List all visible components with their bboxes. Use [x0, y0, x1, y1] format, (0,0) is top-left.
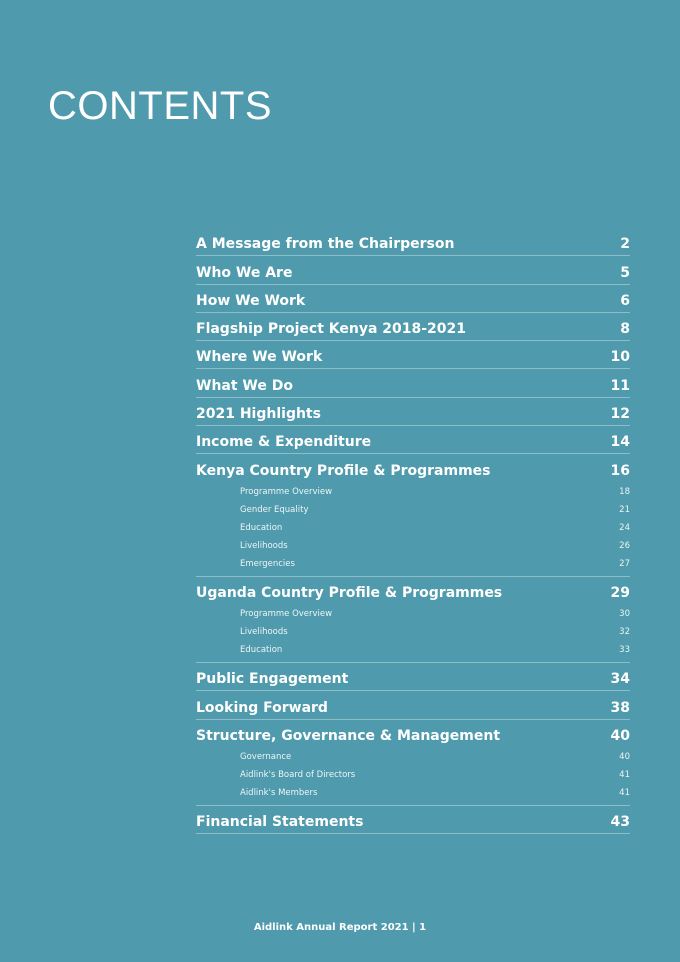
toc-entry-label: 2021 Highlights: [196, 406, 321, 423]
toc-subentry[interactable]: [196, 518, 630, 536]
toc-entry-page: 34: [610, 671, 630, 688]
toc-subentry-label: Aidlink's Board of Directors: [240, 769, 356, 780]
toc-entry[interactable]: [196, 806, 630, 834]
toc-entry-page: 43: [610, 814, 630, 831]
page-title: CONTENTS: [48, 84, 272, 128]
toc-entry-label: Structure, Governance & Management: [196, 727, 501, 744]
toc-entry-label: Income & Expenditure: [196, 434, 372, 451]
toc-entry-label: Where We Work: [196, 349, 323, 366]
toc-entry-page: 2: [620, 236, 630, 253]
toc-entry-label: Kenya Country Profile & Programmes: [196, 462, 491, 479]
toc-entry-label: Uganda Country Profile & Programmes: [196, 584, 503, 601]
toc-entry-page: 14: [610, 434, 630, 451]
toc-entry-page: 12: [610, 406, 630, 423]
toc-subentry-page: 30: [619, 608, 630, 619]
toc-entry-label: What We Do: [196, 377, 293, 394]
toc-entry-page: 11: [610, 377, 630, 394]
toc-subentry-label: Livelihoods: [240, 626, 288, 637]
toc-subentry[interactable]: [196, 765, 630, 783]
toc-entry-page: 6: [620, 292, 630, 309]
page-footer: Aidlink Annual Report 2021 | 1: [253, 922, 427, 933]
toc-subentry-label: Programme Overview: [240, 486, 333, 497]
toc-subentry[interactable]: [196, 554, 630, 572]
toc-subentry-page: 40: [619, 751, 630, 762]
toc-subentry-group: [196, 604, 630, 663]
toc-entry-page: 10: [610, 349, 630, 366]
toc-subentry[interactable]: [196, 536, 630, 554]
table-of-contents: [196, 228, 630, 834]
toc-entry[interactable]: [196, 256, 630, 284]
toc-entry[interactable]: [196, 663, 630, 691]
toc-entry-label: A Message from the Chairperson: [196, 236, 455, 253]
toc-subentry[interactable]: [196, 482, 630, 500]
toc-entry-page: 5: [620, 264, 630, 281]
toc-entry[interactable]: [196, 313, 630, 341]
toc-entry[interactable]: [196, 369, 630, 397]
toc-subentry[interactable]: [196, 747, 630, 765]
toc-entry-page: 16: [610, 462, 630, 479]
toc-subentry[interactable]: [196, 783, 630, 801]
toc-entry-page: 38: [610, 699, 630, 716]
toc-subentry-page: 32: [619, 626, 630, 637]
toc-subentry-page: 18: [619, 486, 630, 497]
toc-entry-label: How We Work: [196, 292, 306, 309]
toc-subentry-label: Livelihoods: [240, 540, 288, 551]
toc-subentry-label: Programme Overview: [240, 608, 333, 619]
toc-subentry-page: 26: [619, 540, 630, 551]
toc-entry[interactable]: [196, 398, 630, 426]
toc-entry-label: Financial Statements: [196, 814, 364, 831]
toc-entry[interactable]: [196, 341, 630, 369]
toc-entry-page: 8: [620, 321, 630, 338]
toc-subentry-label: Gender Equality: [240, 504, 309, 515]
toc-subentry-label: Education: [240, 522, 283, 533]
toc-entry-page: 40: [610, 727, 630, 744]
toc-entry[interactable]: [196, 691, 630, 719]
toc-subentry-label: Governance: [240, 751, 292, 762]
toc-entry-label: Who We Are: [196, 264, 293, 281]
toc-subentry-label: Emergencies: [240, 558, 295, 569]
toc-entry-label: Looking Forward: [196, 699, 328, 716]
toc-subentry-page: 33: [619, 644, 630, 655]
toc-entry[interactable]: [196, 720, 630, 747]
toc-entry[interactable]: [196, 285, 630, 313]
toc-entry[interactable]: [196, 228, 630, 256]
toc-subentry-page: 27: [619, 558, 630, 569]
toc-subentry-page: 41: [619, 787, 630, 798]
toc-entry[interactable]: [196, 577, 630, 604]
toc-subentry-group: [196, 482, 630, 577]
toc-subentry-page: 24: [619, 522, 630, 533]
toc-entry-label: Public Engagement: [196, 671, 349, 688]
toc-entry-page: 29: [610, 584, 630, 601]
toc-subentry-label: Aidlink's Members: [240, 787, 318, 798]
toc-subentry[interactable]: [196, 622, 630, 640]
toc-subentry-page: 21: [619, 504, 630, 515]
toc-subentry-group: [196, 747, 630, 806]
toc-subentry-label: Education: [240, 644, 283, 655]
toc-subentry[interactable]: [196, 640, 630, 658]
toc-entry[interactable]: [196, 454, 630, 481]
toc-subentry-page: 41: [619, 769, 630, 780]
toc-subentry[interactable]: [196, 500, 630, 518]
toc-subentry[interactable]: [196, 604, 630, 622]
toc-entry[interactable]: [196, 426, 630, 454]
toc-entry-label: Flagship Project Kenya 2018-2021: [196, 321, 467, 338]
